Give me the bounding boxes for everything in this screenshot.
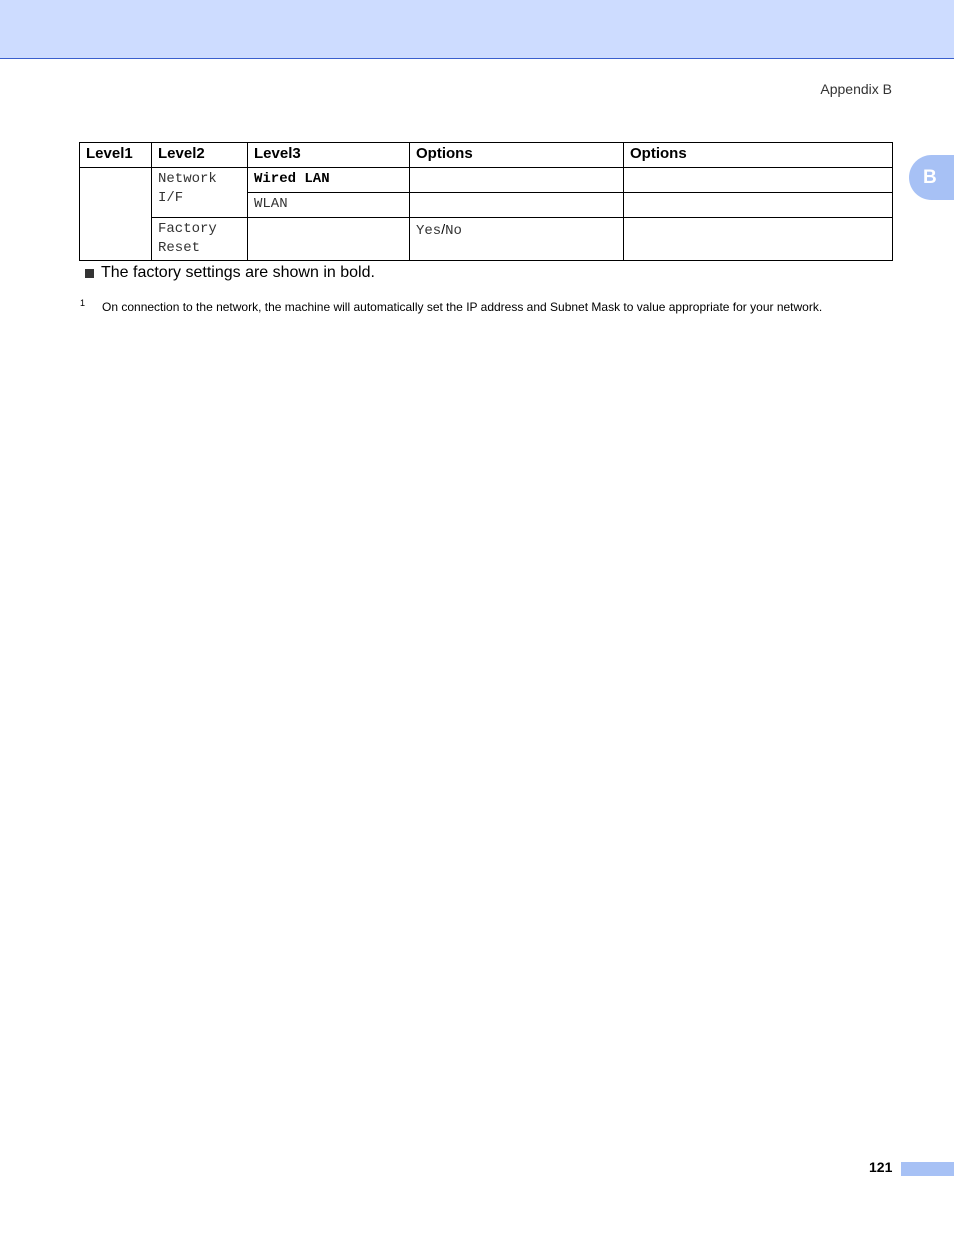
running-header: Appendix B [820, 81, 892, 97]
footnote-mark: 1 [80, 298, 86, 308]
level2-factory-reset-line1: Factory [158, 221, 217, 237]
options-cell [624, 218, 893, 261]
options-cell [410, 168, 624, 193]
option-yes: Yes [416, 223, 442, 239]
level3-wlan: WLAN [248, 193, 410, 218]
header-options-1: Options [410, 143, 624, 168]
option-separator: / [441, 221, 446, 237]
level2-network-if-line2: I/F [158, 190, 184, 206]
settings-table [79, 142, 893, 261]
options-cell [624, 168, 893, 193]
table-row [80, 168, 893, 193]
note-text: The factory settings are shown in bold. [101, 264, 375, 281]
level1-cell [80, 168, 152, 261]
level2-factory-reset [152, 218, 248, 261]
level3-empty [248, 218, 410, 261]
chapter-tab[interactable]: B [909, 155, 954, 200]
footnote-text: On connection to the network, the machine will automatically set the IP address and Subnet Mask to value appropriate for your network. [102, 300, 823, 314]
options-cell [410, 193, 624, 218]
table-header-row [80, 143, 893, 168]
header-level1: Level1 [80, 143, 152, 168]
page-number: 121 [869, 1159, 893, 1175]
top-band [0, 0, 954, 59]
level2-factory-reset-line2: Reset [158, 240, 201, 256]
page-bar [901, 1162, 954, 1176]
table-row [80, 218, 893, 261]
options-cell [624, 193, 893, 218]
level2-network-if [152, 168, 248, 218]
square-bullet-icon [85, 269, 94, 278]
level2-network-if-line1: Network [158, 171, 217, 187]
level3-wired-lan: Wired LAN [248, 168, 410, 193]
header-level3: Level3 [248, 143, 410, 168]
options-yes-no [410, 218, 624, 261]
header-level2: Level2 [152, 143, 248, 168]
option-no: No [445, 223, 462, 239]
factory-settings-note [85, 264, 375, 282]
header-options-2: Options [624, 143, 893, 168]
